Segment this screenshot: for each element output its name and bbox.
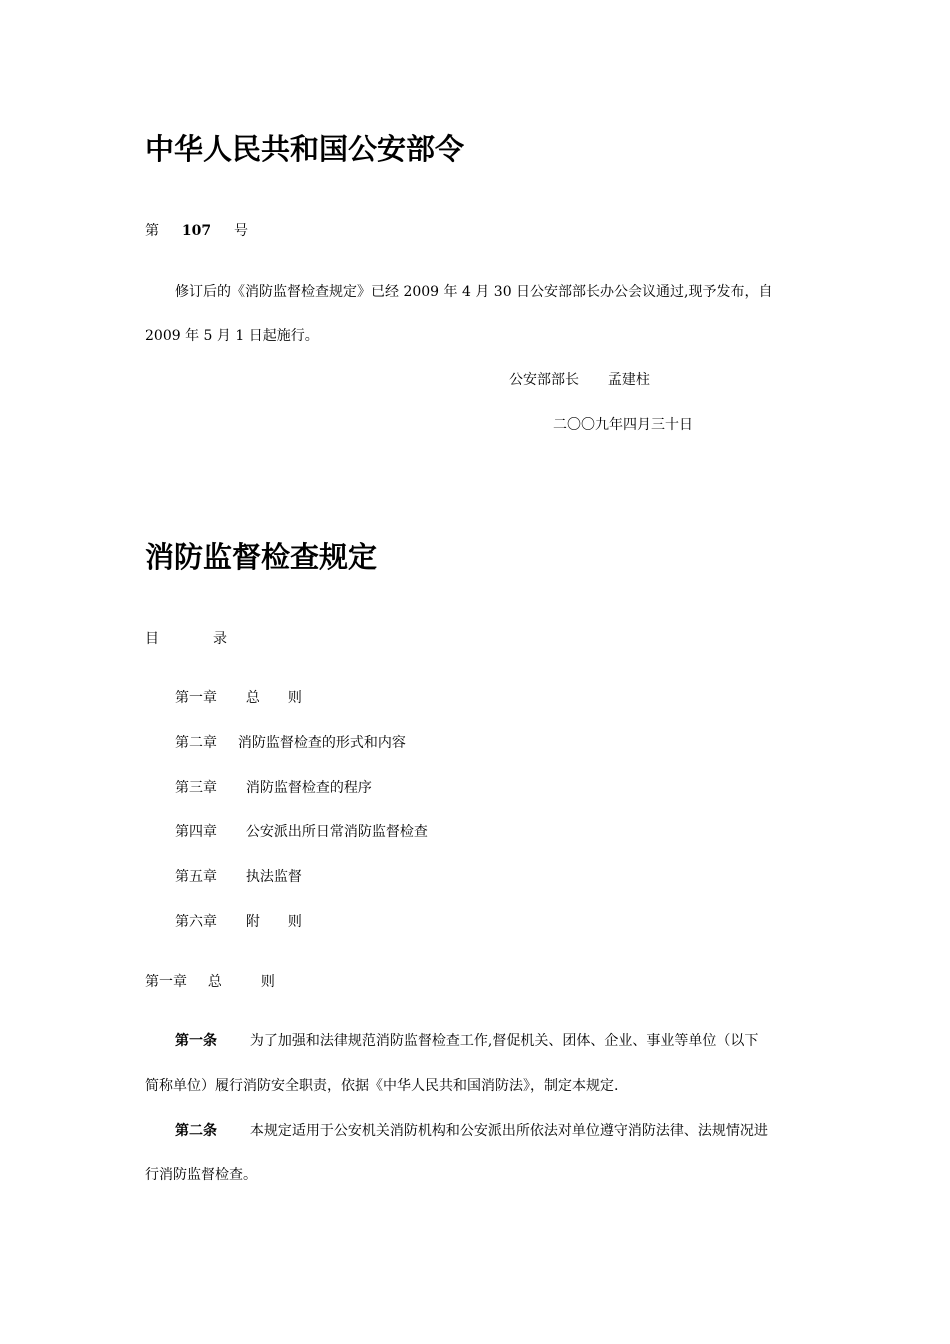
article-line-1 (175, 1034, 758, 1048)
regulation-title: 消防监督检查规定 (145, 540, 378, 574)
toc-entry (175, 915, 302, 929)
order-number-line (145, 224, 248, 238)
toc-chapter: 第三章 (175, 780, 217, 796)
toc-entry (175, 691, 302, 705)
order-number: 107 (181, 223, 212, 239)
chapter-heading (145, 975, 275, 989)
order-number-prefix: 第 (145, 223, 159, 239)
toc-label-2: 录 (213, 631, 227, 647)
article-line-1 (175, 1124, 768, 1138)
signer-title: 公安部部长 (509, 372, 579, 388)
order-paragraph-line-2: 2009 年 5 月 1 日起施行。 (145, 328, 319, 344)
order-number-suffix: 号 (234, 223, 249, 239)
article-label: 第一条 (175, 1033, 217, 1049)
toc-entry (175, 781, 372, 795)
toc-title: 执法监督 (245, 869, 302, 885)
toc-label-1: 目 (145, 631, 159, 647)
chapter-title-char-2: 则 (260, 974, 275, 990)
article-label: 第二条 (175, 1123, 217, 1139)
article-line-2: 简称单位）履行消防安全职责，依据《中华人民共和国消防法》，制定本规定. (145, 1078, 619, 1094)
article-text: 本规定适用于公安机关消防机构和公安派出所依法对单位遵守消防法律、法规情况进 (249, 1123, 768, 1139)
toc-chapter: 第一章 (175, 690, 217, 706)
toc-chapter: 第六章 (175, 914, 217, 930)
article-text: 为了加强和法律规范消防监督检查工作,督促机关、团体、企业、事业等单位（以下 (249, 1033, 759, 1049)
toc-entry (175, 870, 302, 884)
toc-entry (175, 736, 406, 750)
toc-title: 消防监督检查的形式和内容 (237, 735, 406, 751)
order-date: 二〇〇九年四月三十日 (553, 417, 693, 433)
toc-title: 消防监督检查的程序 (245, 780, 372, 796)
signature-line (509, 373, 650, 387)
toc-entry (175, 825, 428, 839)
order-title: 中华人民共和国公安部令 (145, 132, 465, 166)
order-paragraph-line-1: 修订后的《消防监督检查规定》已经 2009 年 4 月 30 日公安部部长办公会议通过,现予发布，自 (175, 284, 773, 300)
toc-chapter: 第五章 (175, 869, 217, 885)
article-line-2: 行消防监督检查。 (145, 1167, 257, 1183)
toc-title: 公安派出所日常消防监督检查 (245, 824, 428, 840)
toc-chapter: 第二章 (175, 735, 217, 751)
chapter-title-char-1: 总 (207, 974, 222, 990)
toc-chapter: 第四章 (175, 824, 217, 840)
chapter-label: 第一章 (145, 974, 187, 990)
toc-title: 总 则 (245, 690, 302, 706)
toc-title: 附 则 (245, 914, 302, 930)
signer-name: 孟建柱 (607, 372, 650, 388)
